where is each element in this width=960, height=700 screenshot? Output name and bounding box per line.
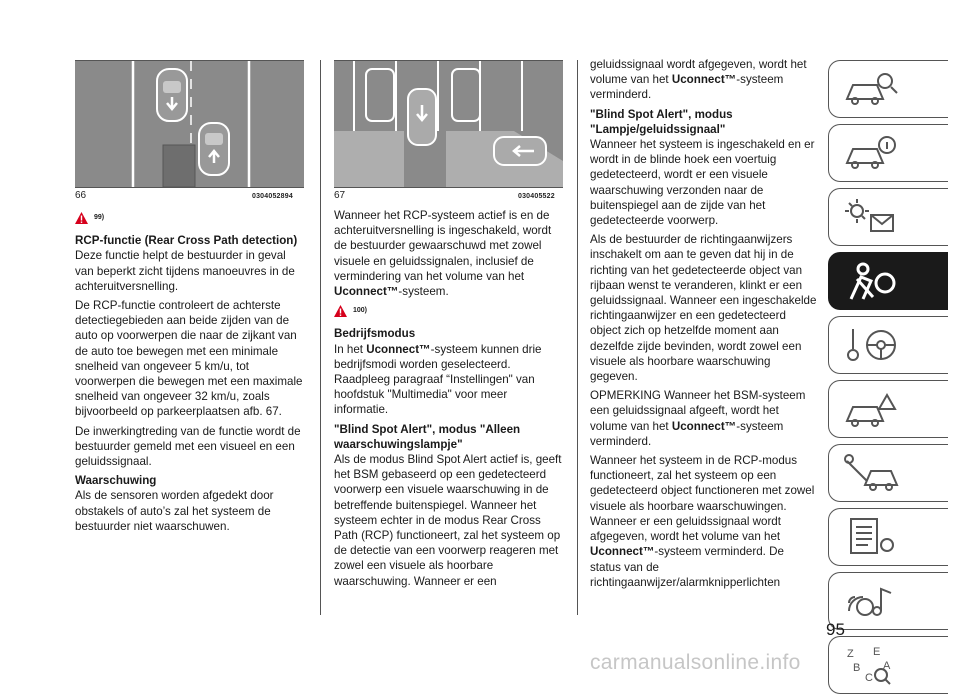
svg-text:Z: Z: [847, 648, 854, 660]
text: In het: [334, 342, 367, 356]
text: Wanneer het systeem in de RCP-modus functioneert, zal het systeem op een gedetecteerd object functioneren met zowel visuele als hoorbare waarschuwingen. Wanneer er een geluidssignaal wordt afgegeven, wordt het volume van het: [590, 454, 815, 544]
warning-triangle-icon: [334, 305, 347, 317]
section-heading-blind-spot-lamp: "Blind Spot Alert", modus "Alleen waarschuwingslampje": [334, 422, 521, 451]
text: -systeem verminderd.: [590, 73, 784, 102]
brand-name: Uconnect™: [671, 73, 737, 87]
brand-name: Uconnect™: [366, 342, 431, 356]
page-number: 95: [826, 620, 845, 639]
text: -systeem verminderd. De status van de richtingaanwijzer/alarmknipperlichten: [590, 545, 784, 589]
section-heading-bedrijfsmodus: Bedrijfsmodus: [334, 327, 416, 341]
warning-ref: 99): [94, 214, 105, 221]
paragraph: Wanneer het systeem is ingeschakeld en er wordt in de blinde hoek een voertuig gedetecteerd, wordt er een visuele waarschuwing verzonden naar de buitenspiegel aan de zijde van het gedetecteerde voorwerp.: [590, 138, 815, 228]
paragraph: Als de modus Blind Spot Alert actief is, geeft het BSM gebaseerd op een gedetecteerd voorwerp een visuele waarschuwing in de betreffende buitenspiegel. Wanneer het systeem echter in de modus Rear Cross Path (RCP) functioneert, zal het systeem op de detectie van een voorwerp reageren met zowel een visuele als hoorbare waarschuwing. Wanneer er een: [334, 453, 562, 588]
column-divider: [320, 60, 321, 615]
chapter-tab-safety[interactable]: [828, 252, 948, 310]
figure-66-illustration: [75, 61, 304, 187]
column-3: [590, 57, 818, 594]
car-info-icon: [843, 133, 899, 173]
text: Wanneer het RCP-systeem actief is en de achteruitversnelling is ingeschakeld, wordt de bestuurder gewaarschuwd met zowel visuele en geluidssignalen, inclusief de vermindering van het volume van het: [334, 209, 552, 283]
section-heading-blind-spot-sound: "Blind Spot Alert", modus "Lampje/geluidssignaal": [590, 107, 733, 136]
svg-text:A: A: [883, 660, 891, 672]
figure-66-code: 0304052894: [252, 193, 293, 200]
figure-67-number: 67: [334, 190, 346, 201]
watermark: carmanualsonline.info: [590, 651, 801, 674]
chapter-tab-car-info[interactable]: [828, 124, 948, 182]
column-1: [75, 208, 307, 538]
text: geluidssignaal wordt afgegeven, wordt het volume van het: [590, 58, 807, 87]
car-warning-icon: [843, 389, 899, 429]
figure-66: [75, 60, 304, 188]
chapter-tab-multimedia[interactable]: [828, 572, 948, 630]
figure-67-code: 030405522: [518, 193, 555, 200]
column-2: [334, 208, 564, 593]
chapter-tab-lights[interactable]: [828, 188, 948, 246]
warning-99: [75, 210, 307, 225]
paragraph: [590, 388, 818, 449]
warning-triangle-icon: [75, 212, 88, 224]
paragraph: Als de bestuurder de richtingaanwijzers inschakelt om aan te geven dat hij in de richting van het gedetecteerde object van rijbaan wenst te veranderen, klinkt er een geluidssignaal. Wanneer een ingeschakelde richtingaanwijzer en een gedetecteerd object zich op hetzelfde moment aan dezelfde zijde bevinden, wordt zowel een visuele als hoorbare waarschuwing gegeven.: [590, 233, 817, 384]
chapter-tab-index[interactable]: [828, 636, 948, 694]
wrench-car-icon: [843, 453, 899, 493]
spec-sheet-icon: [843, 517, 899, 557]
paragraph: [590, 57, 818, 103]
paragraph: De inwerkingtreding van de functie wordt de bestuurder gemeld met een visueel en een geluidssignaal.: [75, 424, 301, 469]
chapter-tab-dashboard[interactable]: [828, 60, 948, 118]
brand-name: Uconnect™: [590, 545, 655, 559]
warning-ref: 100): [353, 307, 368, 315]
alphabet-index-icon: [843, 645, 899, 685]
chapter-tab-maintenance[interactable]: [828, 444, 948, 502]
text: OPMERKING Wanneer het BSM-systeem een geluidssignaal afgeeft, wordt het volume van het: [590, 389, 806, 433]
sun-lights-icon: [843, 197, 899, 237]
brand-name: Uconnect™: [671, 419, 737, 433]
svg-text:E: E: [873, 646, 881, 658]
column-divider: [577, 60, 578, 615]
car-dashboard-icon: [843, 69, 899, 109]
paragraph: [334, 342, 564, 418]
multimedia-icon: [843, 581, 899, 621]
text: -systeem verminderd.: [590, 419, 784, 448]
warning-100: [334, 303, 564, 318]
figure-67-illustration: [334, 61, 563, 187]
chapter-tabs: [828, 60, 954, 700]
chapter-tab-emergency[interactable]: [828, 380, 948, 438]
svg-text:B: B: [853, 662, 861, 674]
text: -systeem kunnen drie bedrijfsmodi worden geselecteerd. Raadpleeg paragraaf “Instellingen" van hoofdstuk "Multimedia" voor meer informatie.: [334, 342, 542, 417]
figure-67: [334, 60, 563, 188]
figure-66-number: 66: [75, 190, 87, 201]
chapter-tab-starting[interactable]: [828, 316, 948, 374]
paragraph: De RCP-functie controleert de achterste detectiegebieden aan beide zijden van de auto op voorwerpen die naar de zijkant van de auto toe bewegen met een minimale snelheid van ongeveer 5 km/u, tot voorwerpen die bewegen met een maximale snelheid van ongeveer 32 km/u, zoals bijvoorbeeld op parkeerplaatsen afb. 67.: [75, 299, 303, 419]
key-steering-wheel-icon: [843, 325, 899, 365]
paragraph: Als de sensoren worden afgedekt door obstakels of auto’s zal het systeem de bestuurder niet waarschuwen.: [75, 489, 274, 533]
brand-name: Uconnect™: [334, 285, 399, 299]
svg-text:C: C: [865, 672, 873, 684]
chapter-tab-specs[interactable]: [828, 508, 948, 566]
seatbelt-airbag-icon: [843, 261, 899, 301]
paragraph: Deze functie helpt de bestuurder in geval van beperkt zicht tijdens manoeuvres in de achteruitversnelling.: [75, 249, 295, 293]
section-heading-rcp: RCP-functie (Rear Cross Path detection): [75, 234, 298, 248]
paragraph: [590, 453, 818, 590]
text: -systeem.: [398, 285, 449, 299]
paragraph: [334, 208, 564, 299]
subheading-warning: Waarschuwing: [75, 474, 157, 488]
